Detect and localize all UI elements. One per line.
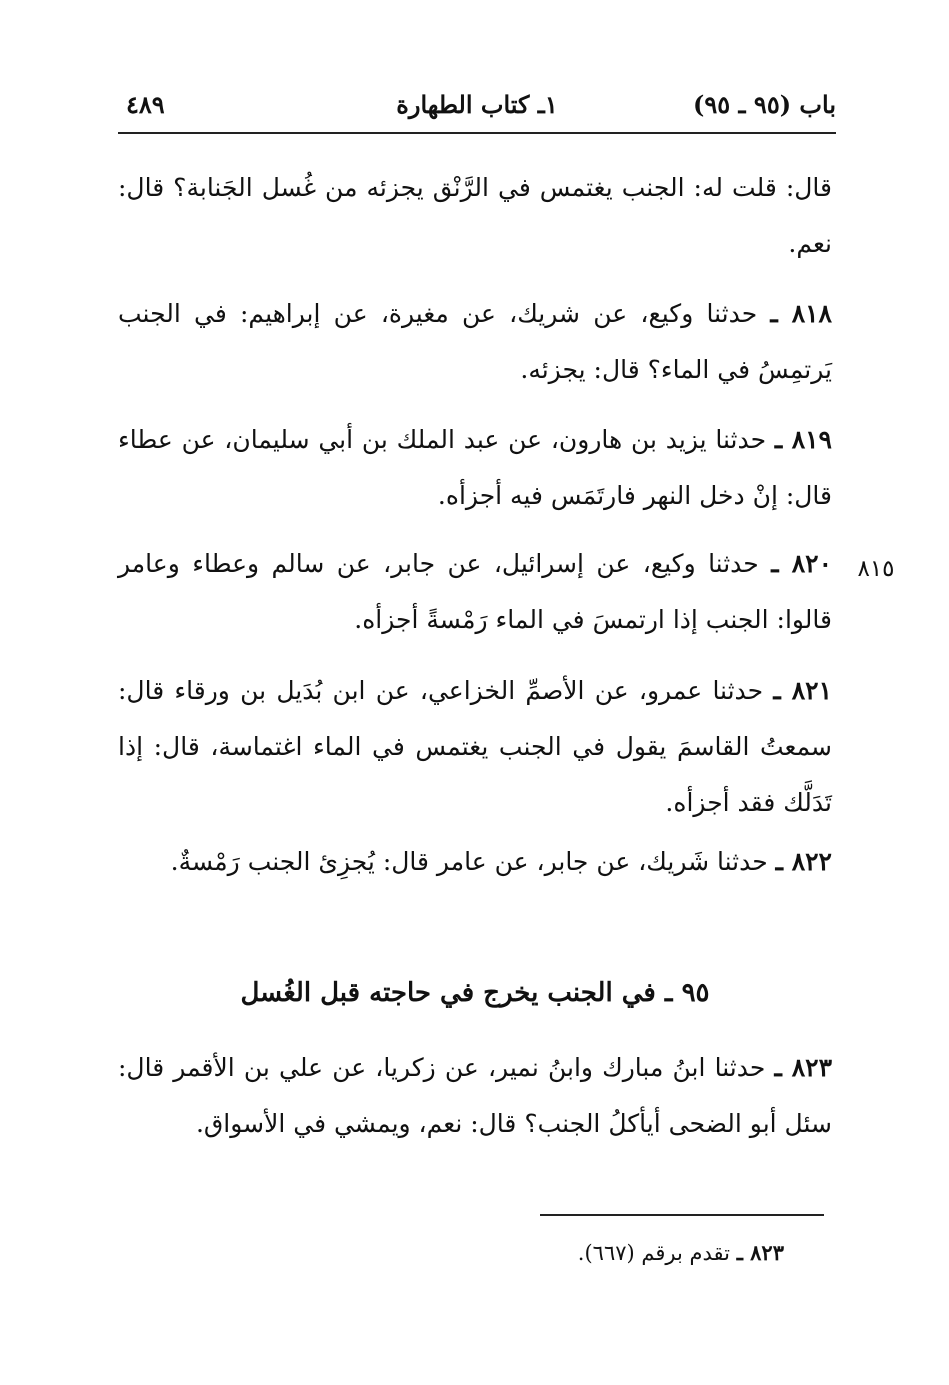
paragraph-text: حدثنا عمرو، عن الأصمِّ الخزاعي، عن ابن بُدَيل بن ورقاء قال: سمعتُ القاسمَ يقول في الجنب يغتمس في الماء اغتماسة، قال: إذا تَدَلَّك فقد أجزأه. <box>118 676 832 817</box>
footnote-rule <box>540 1214 824 1216</box>
hadith-number: ٨٢٢ ـ <box>775 847 832 876</box>
hadith-822 <box>118 834 832 890</box>
hadith-number: ٨١٨ ـ <box>770 299 832 328</box>
paragraph-text: حدثنا يزيد بن هارون، عن عبد الملك بن أبي سليمان، عن عطاء قال: إنْ دخل النهر فارتَمَس فيه أجزأه. <box>118 425 832 510</box>
paragraph-text: حدثنا ابنُ مبارك وابنُ نمير، عن زكريا، عن علي بن الأقمر قال: سئل أبو الضحى أيأكلُ الجنب؟ قال: نعم، ويمشي في الأسواق. <box>118 1053 832 1138</box>
hadith-number: ٨٢٠ ـ <box>771 549 833 578</box>
hadith-number: ٨١٩ ـ <box>774 425 832 454</box>
footnote-number: ٨٢٣ ـ <box>736 1240 784 1265</box>
hadith-823 <box>118 1040 832 1152</box>
hadith-820 <box>118 536 832 648</box>
header-rule <box>118 132 836 134</box>
margin-reference-number: ٨١٥ <box>857 556 895 582</box>
running-header <box>118 86 836 130</box>
footnote <box>400 1236 784 1270</box>
paragraph-continuation <box>118 160 832 272</box>
book-title: ١ـ كتاب الطهارة <box>396 90 558 119</box>
section-heading: ٩٥ ـ في الجنب يخرج في حاجته قبل الغُسل <box>240 978 710 1008</box>
hadith-821 <box>118 663 832 831</box>
hadith-number: ٨٢١ ـ <box>773 676 833 705</box>
paragraph-text: حدثنا وكيع، عن إسرائيل، عن جابر، عن سالم وعطاء وعامر قالوا: الجنب إذا ارتمسَ في الماء رَمْسةً أجزأه. <box>118 549 832 634</box>
hadith-818 <box>118 286 832 398</box>
chapter-range: باب (٩٥ ـ ٩٥) <box>693 90 836 119</box>
hadith-number: ٨٢٣ ـ <box>774 1053 833 1082</box>
paragraph-text: قال: قلت له: الجنب يغتمس في الرَّنْق يجزئه من غُسل الجَنابة؟ قال: نعم. <box>118 173 832 258</box>
page-number: ٤٨٩ <box>126 90 165 119</box>
hadith-819 <box>118 412 832 524</box>
footnote-text: تقدم برقم (٦٦٧). <box>577 1241 730 1265</box>
paragraph-text: حدثنا وكيع، عن شريك، عن مغيرة، عن إبراهيم: في الجنب يَرتمِسُ في الماء؟ قال: يجزئه. <box>118 299 832 384</box>
paragraph-text: حدثنا شَريك، عن جابر، عن عامر قال: يُجزِئ الجنب رَمْسةٌ. <box>170 847 768 876</box>
